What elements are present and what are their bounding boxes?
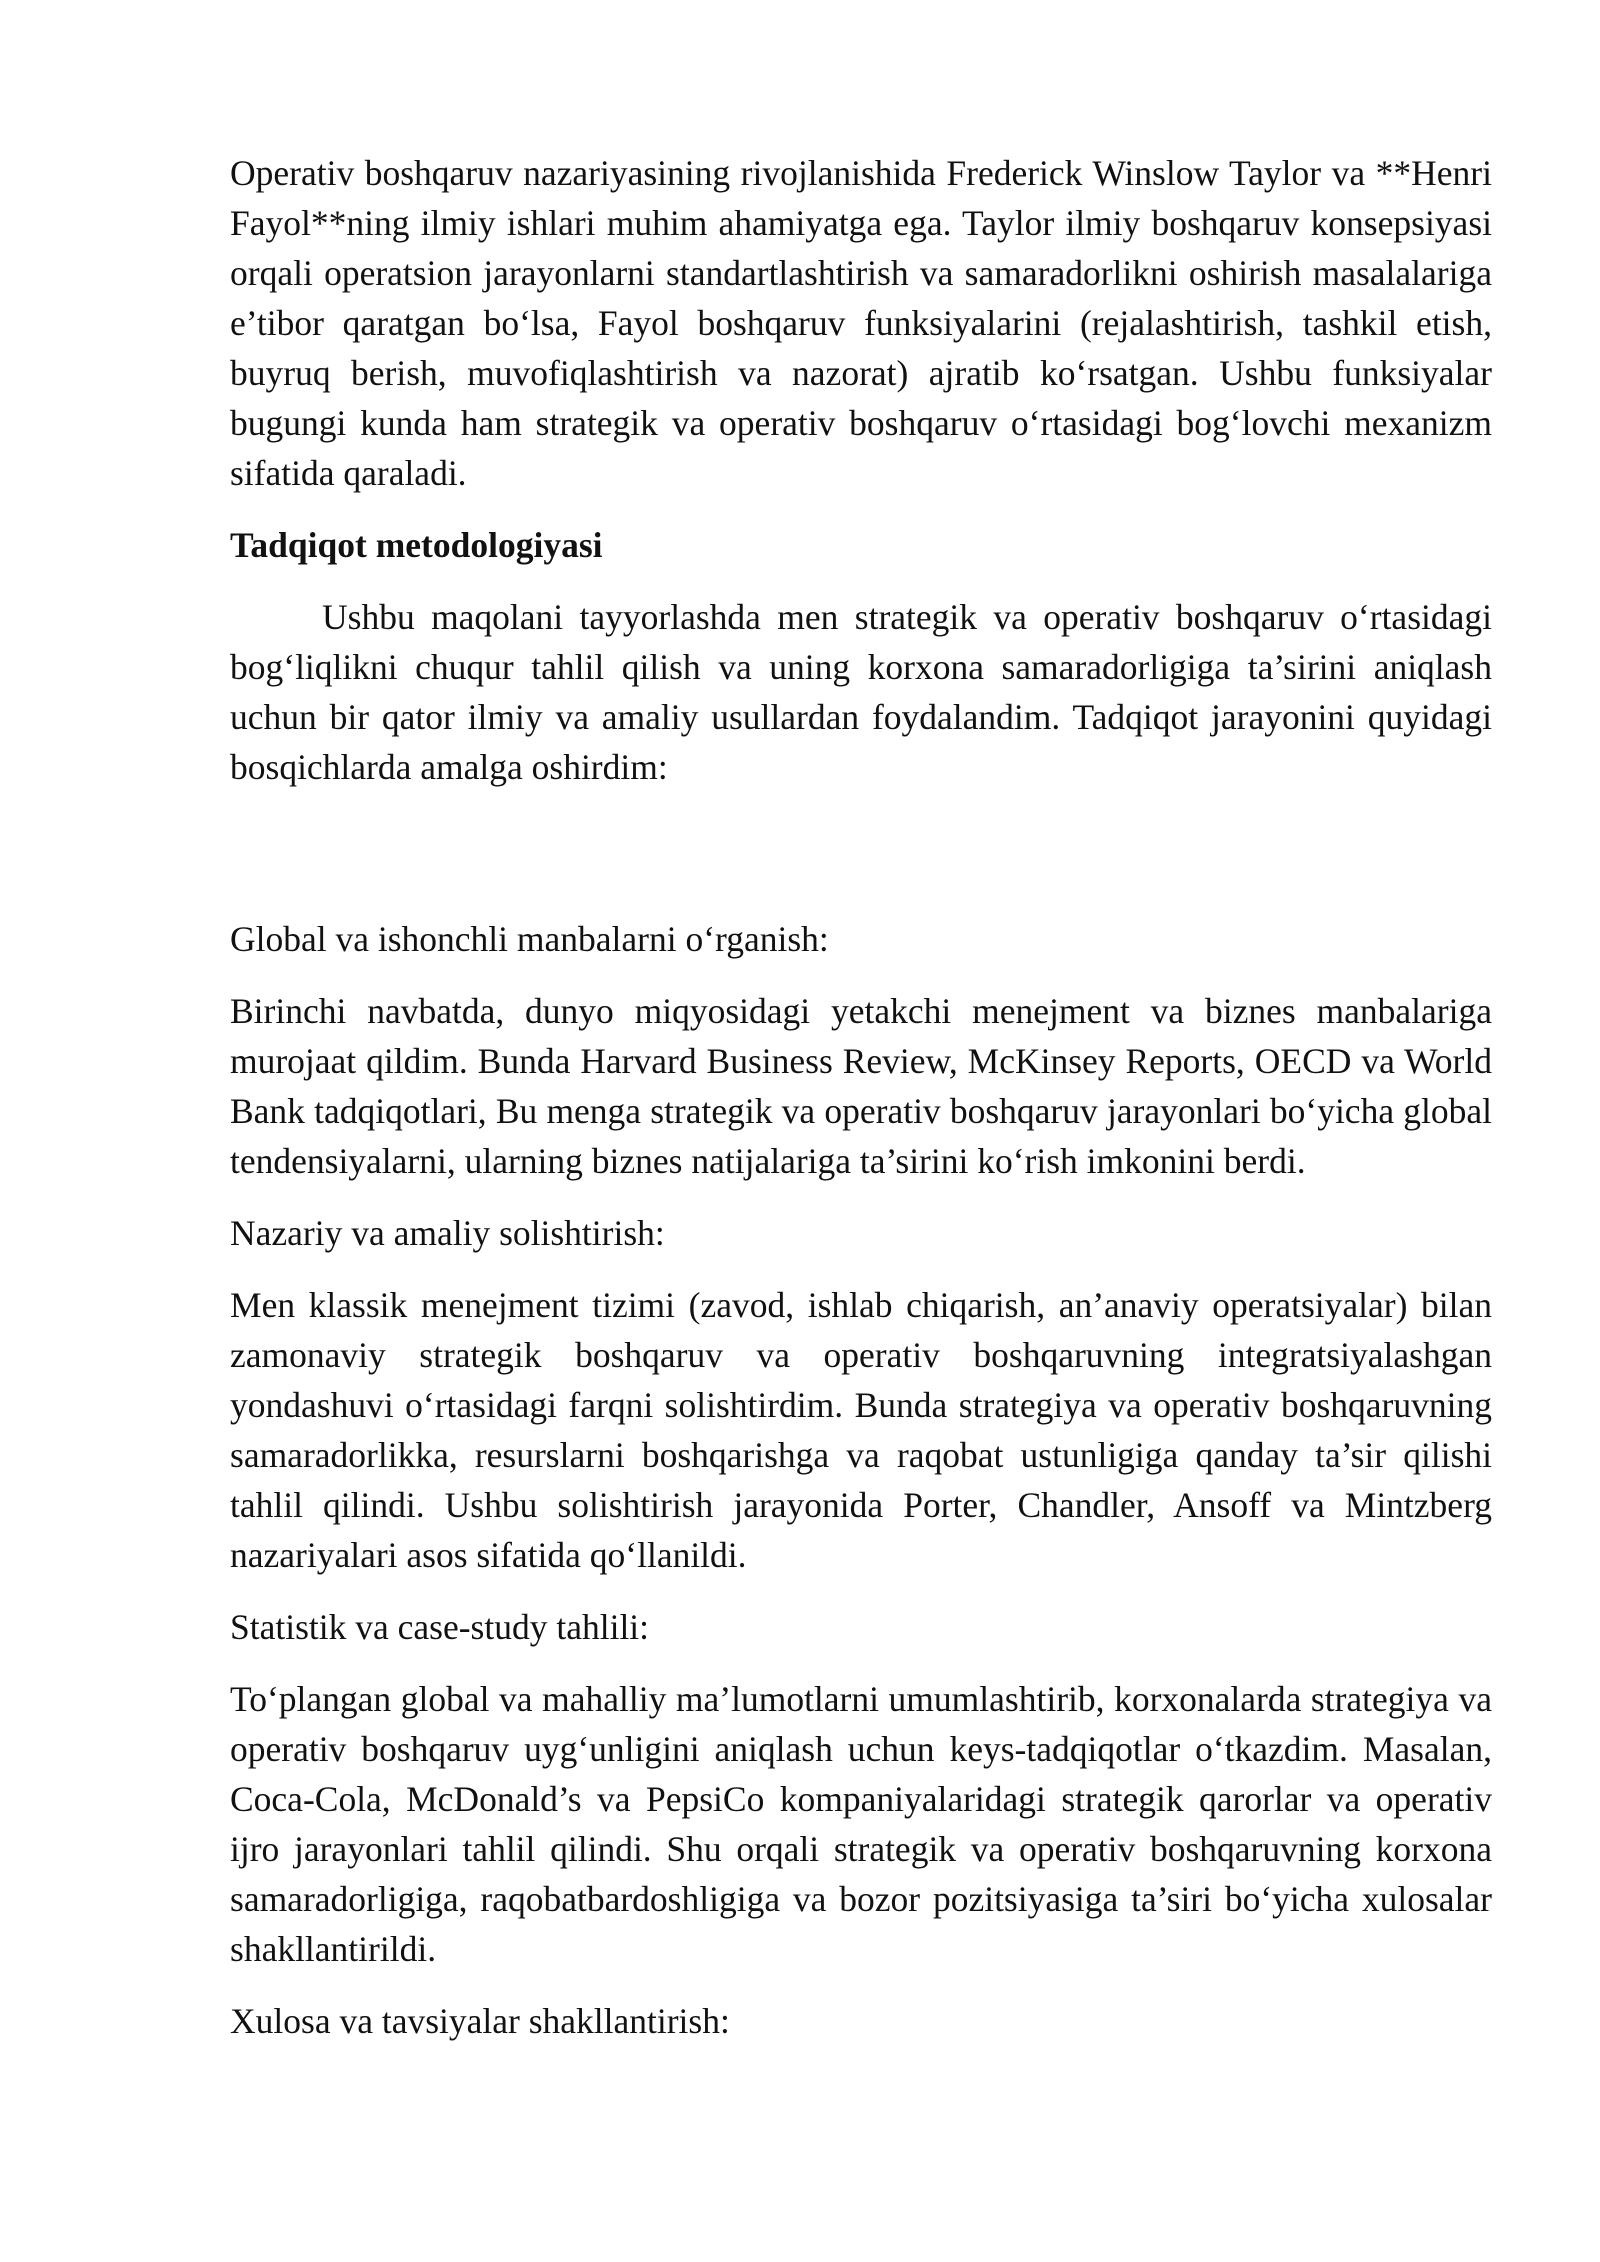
subheading-case-study: Statistik va case-study tahlili: xyxy=(230,1607,650,1647)
methodology-paragraph: Ushbu maqolani tayyorlashda men strategik va operativ boshqaruv o‘rtasidagi bog‘liqlikni chuqur tahlil qilish va uning korxona samaradorligiga ta’sirini aniqlash uchun bir qator ilmiy va amaliy usullardan foydalandim. Tadqiqot jarayonini quyidagi bosqichlarda amalga oshirdim: xyxy=(230,597,1492,787)
intro-paragraph: Operativ boshqaruv nazariyasining rivojlanishida Frederick Winslow Taylor va **Henri Fayol**ning ilmiy ishlari muhim ahamiyatga ega. Taylor ilmiy boshqaruv konsepsiyasi orqali operatsion jarayonlarni standartlashtirish va samaradorlikni oshirish masalalariga e’tibor qaratgan bo‘lsa, Fayol boshqaruv funksiyalarini (rejalashtirish, tashkil etish, buyruq berish, muvofiqlashtirish va nazorat) ajratib ko‘rsatgan. Ushbu funksiyalar bugungi kunda ham strategik va operativ boshqaruv o‘rtasidagi bog‘lovchi mexanizm sifatida qaraladi. xyxy=(230,153,1492,493)
section-heading-methodology: Tadqiqot metodologiyasi xyxy=(230,525,603,565)
document-page xyxy=(230,148,1492,2046)
subheading-conclusions: Xulosa va tavsiyalar shakllantirish: xyxy=(230,2001,730,2041)
comparison-paragraph: Men klassik menejment tizimi (zavod, ishlab chiqarish, an’anaviy operatsiyalar) bilan zamonaviy strategik boshqaruv va operativ boshqaruvning integratsiyalashgan yondashuvi o‘rtasidagi farqni solishtirdim. Bunda strategiya va operativ boshqaruvning samaradorlikka, resurslarni boshqarishga va raqobat ustunligiga qanday ta’sir qilishi tahlil qilindi. Ushbu solishtirish jarayonida Porter, Chandler, Ansoff va Mintzberg nazariyalari asos sifatida qo‘llanildi. xyxy=(230,1285,1492,1575)
subheading-global-sources: Global va ishonchli manbalarni o‘rganish: xyxy=(230,919,829,959)
subheading-comparison: Nazariy va amaliy solishtirish: xyxy=(230,1213,665,1253)
global-sources-paragraph: Birinchi navbatda, dunyo miqyosidagi yetakchi menejment va biznes manbalariga murojaat qildim. Bunda Harvard Business Review, McKinsey Reports, OECD va World Bank tadqiqotlari, Bu menga strategik va operativ boshqaruv jarayonlari bo‘yicha global tendensiyalarni, ularning biznes natijalariga ta’sirini ko‘rish imkonini berdi. xyxy=(230,991,1492,1181)
case-study-paragraph: To‘plangan global va mahalliy ma’lumotlarni umumlashtirib, korxonalarda strategiya va operativ boshqaruv uyg‘unligini aniqlash uchun keys-tadqiqotlar o‘tkazdim. Masalan, Coca-Cola, McDonald’s va PepsiCo kompaniyalaridagi strategik qarorlar va operativ ijro jarayonlari tahlil qilindi. Shu orqali strategik va operativ boshqaruvning korxona samaradorligiga, raqobatbardoshligiga va bozor pozitsiyasiga ta’siri bo‘yicha xulosalar shakllantirildi. xyxy=(230,1679,1492,1969)
